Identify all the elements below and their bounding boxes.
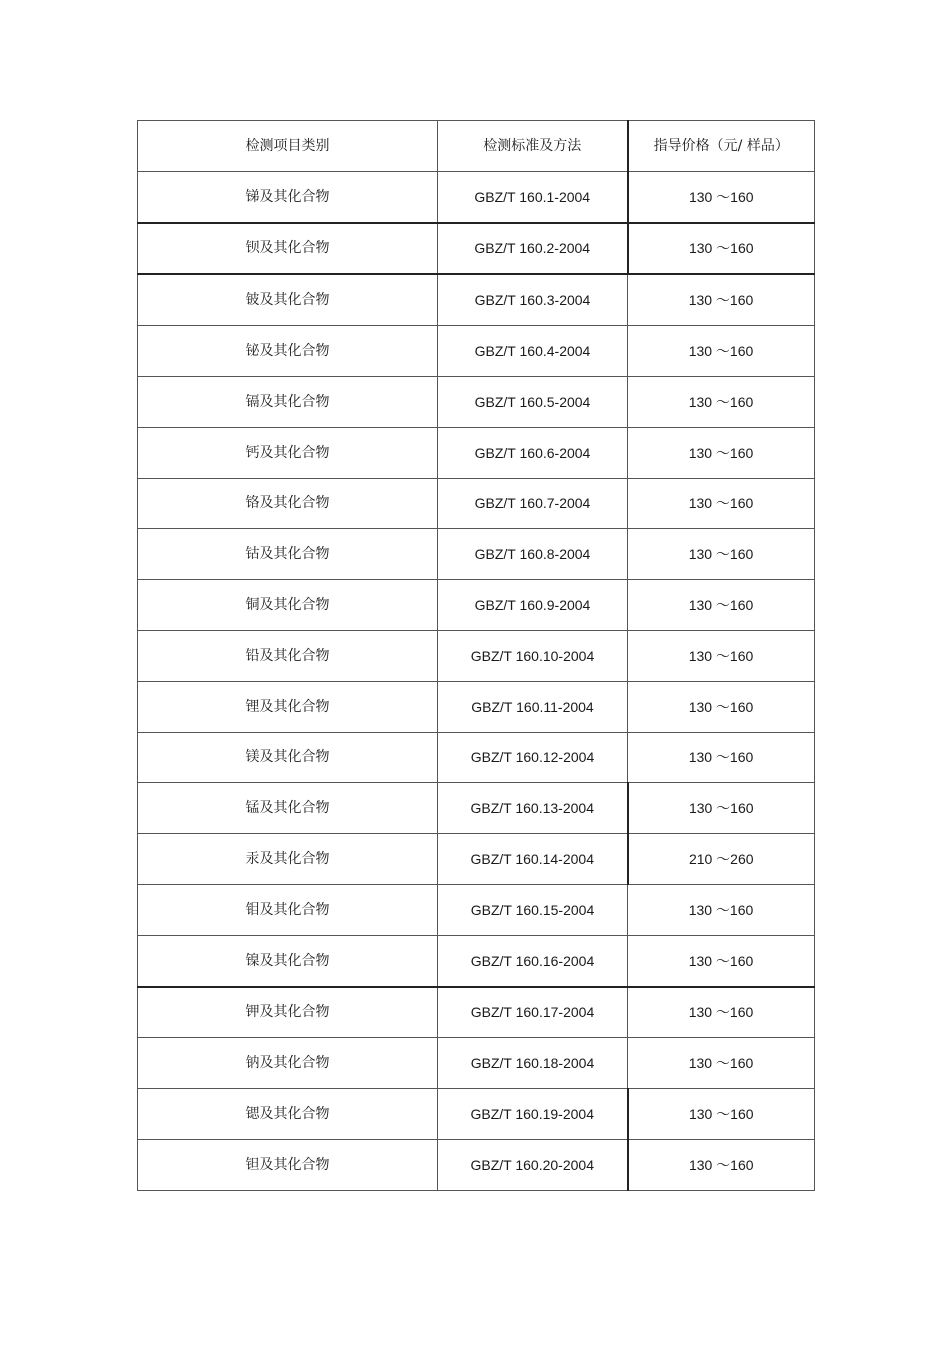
cell-category: 钙及其化合物 [138, 427, 438, 478]
cell-standard: GBZ/T 160.3-2004 [438, 274, 628, 325]
cell-price: 130 ～160 [628, 1089, 815, 1140]
table-row [138, 529, 815, 580]
header-category: 检测项目类别 [138, 121, 438, 172]
cell-standard: GBZ/T 160.8-2004 [438, 529, 628, 580]
cell-price: 130 ～160 [628, 478, 815, 529]
cell-price: 130 ～160 [628, 681, 815, 732]
cell-category: 铜及其化合物 [138, 580, 438, 631]
table-row [138, 478, 815, 529]
header-price: 指导价格（元/ 样品） [628, 121, 815, 172]
table-row [138, 630, 815, 681]
cell-category: 锂及其化合物 [138, 681, 438, 732]
cell-price: 130 ～160 [628, 223, 815, 275]
cell-category: 铋及其化合物 [138, 326, 438, 377]
cell-category: 铍及其化合物 [138, 274, 438, 325]
table-row [138, 274, 815, 325]
cell-category: 汞及其化合物 [138, 834, 438, 885]
cell-standard: GBZ/T 160.12-2004 [438, 732, 628, 783]
cell-standard: GBZ/T 160.9-2004 [438, 580, 628, 631]
cell-category: 镍及其化合物 [138, 935, 438, 986]
cell-standard: GBZ/T 160.18-2004 [438, 1038, 628, 1089]
table-row [138, 732, 815, 783]
cell-price: 130 ～160 [628, 630, 815, 681]
cell-standard: GBZ/T 160.13-2004 [438, 783, 628, 834]
table-row [138, 1139, 815, 1190]
cell-category: 钾及其化合物 [138, 987, 438, 1038]
cell-category: 铅及其化合物 [138, 630, 438, 681]
cell-price: 130 ～160 [628, 1139, 815, 1190]
table-row [138, 681, 815, 732]
table-row [138, 171, 815, 222]
cell-standard: GBZ/T 160.11-2004 [438, 681, 628, 732]
table-row [138, 376, 815, 427]
cell-standard: GBZ/T 160.16-2004 [438, 935, 628, 986]
cell-category: 锶及其化合物 [138, 1089, 438, 1140]
cell-price: 130 ～160 [628, 427, 815, 478]
table-row [138, 326, 815, 377]
cell-standard: GBZ/T 160.14-2004 [438, 834, 628, 885]
table-header-row [138, 121, 815, 172]
table-row [138, 834, 815, 885]
cell-price: 130 ～160 [628, 1038, 815, 1089]
table-row [138, 783, 815, 834]
cell-standard: GBZ/T 160.15-2004 [438, 884, 628, 935]
cell-standard: GBZ/T 160.2-2004 [438, 223, 628, 275]
cell-price: 130 ～160 [628, 783, 815, 834]
table-row [138, 223, 815, 275]
cell-price: 210 ～260 [628, 834, 815, 885]
cell-price: 130 ～160 [628, 935, 815, 986]
cell-standard: GBZ/T 160.1-2004 [438, 171, 628, 222]
cell-price: 130 ～160 [628, 732, 815, 783]
table-row [138, 884, 815, 935]
cell-standard: GBZ/T 160.17-2004 [438, 987, 628, 1038]
cell-standard: GBZ/T 160.5-2004 [438, 376, 628, 427]
cell-category: 铬及其化合物 [138, 478, 438, 529]
cell-standard: GBZ/T 160.19-2004 [438, 1089, 628, 1140]
cell-price: 130 ～160 [628, 987, 815, 1038]
cell-standard: GBZ/T 160.4-2004 [438, 326, 628, 377]
table-row [138, 1089, 815, 1140]
cell-standard: GBZ/T 160.6-2004 [438, 427, 628, 478]
table-row [138, 935, 815, 986]
cell-price: 130 ～160 [628, 884, 815, 935]
cell-price: 130 ～160 [628, 529, 815, 580]
table-row [138, 987, 815, 1038]
table-row [138, 1038, 815, 1089]
cell-standard: GBZ/T 160.20-2004 [438, 1139, 628, 1190]
cell-price: 130 ～160 [628, 274, 815, 325]
cell-category: 钴及其化合物 [138, 529, 438, 580]
table-row [138, 580, 815, 631]
cell-standard: GBZ/T 160.7-2004 [438, 478, 628, 529]
cell-price: 130 ～160 [628, 326, 815, 377]
cell-price: 130 ～160 [628, 376, 815, 427]
cell-category: 钠及其化合物 [138, 1038, 438, 1089]
header-standard: 检测标准及方法 [438, 121, 628, 172]
cell-category: 锰及其化合物 [138, 783, 438, 834]
cell-price: 130 ～160 [628, 171, 815, 222]
cell-category: 钽及其化合物 [138, 1139, 438, 1190]
cell-standard: GBZ/T 160.10-2004 [438, 630, 628, 681]
cell-price: 130 ～160 [628, 580, 815, 631]
cell-category: 钼及其化合物 [138, 884, 438, 935]
cell-category: 镁及其化合物 [138, 732, 438, 783]
cell-category: 镉及其化合物 [138, 376, 438, 427]
cell-category: 锑及其化合物 [138, 171, 438, 222]
cell-category: 钡及其化合物 [138, 223, 438, 275]
price-table [137, 120, 815, 1191]
table-row [138, 427, 815, 478]
